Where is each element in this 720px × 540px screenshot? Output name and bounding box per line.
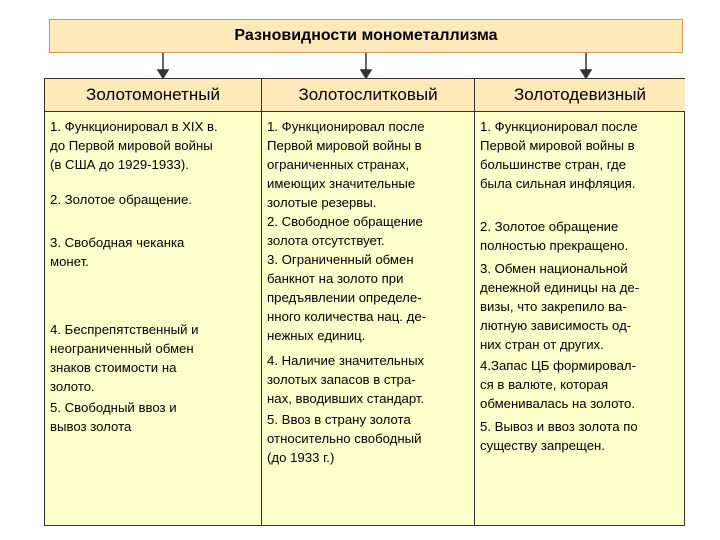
list-item: 4. Беспрепятственный и неограниченный обмен знаков стоимости на золото. xyxy=(50,322,199,394)
list-item: 2. Свободное обращение золота отсутствует. xyxy=(267,214,423,248)
list-item: 3. Обмен национальной денежной единицы на де- визы, что закрепило ва- лютную зависимость од- них стран от других. xyxy=(480,261,640,352)
diagram-title: Разновидности монометаллизма xyxy=(49,19,683,53)
list-item: 5. Вывоз и ввоз золота по существу запрещен. xyxy=(480,419,638,453)
list-item: 4. Наличие значительных золотых запасов в стра- нах, вводивших стандарт. xyxy=(267,353,425,406)
header-gold-bullion: Золотослитковый xyxy=(262,79,474,112)
list-item: 4.Запас ЦБ формировал- ся в валюте, которая обменивалась на золото. xyxy=(480,358,637,411)
list-item: 3. Свободная чеканка монет. xyxy=(50,235,185,269)
column-gold-coin xyxy=(45,112,261,525)
list-item: 2. Золотое обращение. xyxy=(50,192,193,207)
list-item: 5. Свободный ввоз и вывоз золота xyxy=(50,400,177,434)
comparison-table xyxy=(44,78,685,526)
list-item: 2. Золотое обращение полностью прекращено. xyxy=(480,219,629,253)
header-gold-exchange: Золотодевизный xyxy=(475,79,685,112)
list-item: 1. Функционировал в XIX в. до Первой мировой войны (в США до 1929-1933). xyxy=(50,119,218,172)
header-gold-coin: Золотомонетный xyxy=(45,79,261,112)
list-item: 3. Ограниченный обмен банкнот на золото при предъявлении определе- нного количества нац. де- нежных единиц. xyxy=(267,252,427,343)
list-item: 5. Ввоз в страну золота относительно свободный (до 1933 г.) xyxy=(267,412,422,465)
list-item: 1. Функционировал после Первой мировой войны в большинстве стран, где была сильная инфляция. xyxy=(480,119,638,191)
column-gold-exchange xyxy=(475,112,685,525)
column-gold-bullion xyxy=(262,112,474,525)
list-item: 1. Функционировал после Первой мировой войны в ограниченных странах, имеющих значительные золотые резервы. xyxy=(267,119,425,210)
